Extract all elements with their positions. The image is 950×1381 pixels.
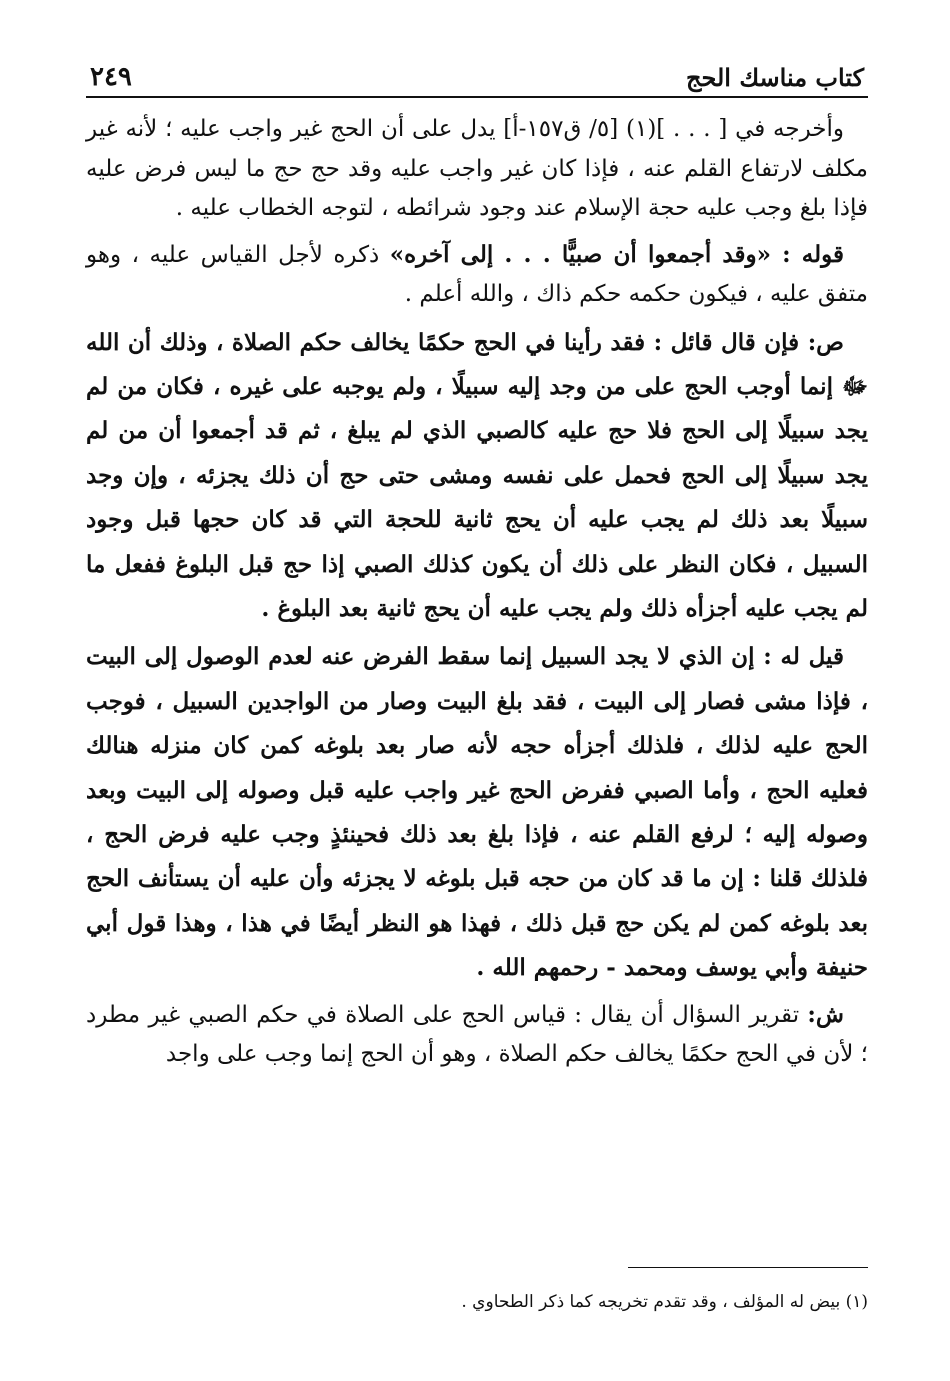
page-number: ٢٤٩: [90, 62, 132, 92]
footnote-rule: [628, 1267, 868, 1268]
paragraph-5-body: تقرير السؤال أن يقال : قياس الحج على الصلاة في حكم الصبي غير مطرد ؛ لأن في الحج حكمًا يخالف حكم الصلاة ، وهو أن الحج إنما وجب على واجد: [86, 1001, 868, 1068]
paragraph-2-lead: قوله : «وقد أجمعوا أن صبيًّا . . . إلى آخره»: [389, 240, 844, 268]
paragraph-2: [86, 235, 868, 315]
footnote: (١) بيض له المؤلف ، وقد تقدم تخريجه كما ذكر الطحاوي .: [461, 1292, 868, 1312]
running-header: [86, 52, 868, 98]
paragraph-4: قيل له : إن الذي لا يجد السبيل إنما سقط الفرض عنه لعدم الوصول إلى البيت ، فإذا مشى فصار إلى البيت ، فقد بلغ البيت وصار من الواجدين السبيل ، فوجب الحج عليه لذلك ، فلذلك أجزأه حجه لأنه صار بعد بلوغه كمن كان منزله هنالك فعليه الحج ، وأما الصبي ففرض الحج غير واجب عليه قبل وصوله إلى البيت وبعد وصوله إليه ؛ لرفع القلم عنه ، فإذا بلغ بعد ذلك فحينئذٍ وجب عليه فرض الحج ، فلذلك قلنا : إن ما قد كان من حجه قبل بلوغه لا يجزئه وأن عليه أن يستأنف الحج بعد بلوغه كمن لم يكن حج قبل ذلك ، فهذا هو النظر أيضًا في هذا ، وهذا قول أبي حنيفة وأبي يوسف ومحمد - رحمهم الله .: [86, 643, 868, 982]
main-text: [86, 110, 868, 1075]
paragraph-2-body: ذكره لأجل القياس عليه ، وهو متفق عليه ، فيكون حكمه حكم ذاك ، والله أعلم .: [86, 241, 868, 307]
book-title: كتاب مناسك الحج: [686, 63, 864, 92]
paragraph-5: [86, 995, 868, 1075]
paragraph-1: وأخرجه في [ . . . ](١) [٥/ ق١٥٧-أ] يدل على أن الحج غير واجب عليه ؛ لأنه غير مكلف لارتفاع القلم عنه ، فإذا كان غير واجب عليه وقد حج حج ما ليس فرض عليه فإذا بلغ وجب عليه حجة الإسلام عند وجود شرائطه ، لتوجه الخطاب عليه .: [86, 116, 868, 221]
paragraph-5-lead: ش:: [807, 1000, 844, 1028]
book-page: [86, 52, 868, 1312]
paragraph-3: ص: فإن قال قائل : فقد رأينا في الحج حكمًا يخالف حكم الصلاة ، وذلك أن الله ﷻ إنما أوجب الحج على من وجد إليه سبيلًا ، ولم يوجبه على غيره ، فكان من لم يجد سبيلًا إلى الحج فلا حج عليه كالصبي الذي لم يبلغ ، ثم قد أجمعوا أن من لم يجد سبيلًا إلى الحج فحمل على نفسه ومشى حتى حج أن ذلك يجزئه ، وإن وجد سبيلًا بعد ذلك لم يجب عليه أن يحج ثانية للحجة التي قد كان حجها قبل وجود السبيل ، فكان النظر على ذلك أن يكون كذلك الصبي إذا حج قبل البلوغ ففعل ما لم يجب عليه أجزأه ذلك ولم يجب عليه أن يحج ثانية بعد البلوغ .: [86, 328, 868, 622]
